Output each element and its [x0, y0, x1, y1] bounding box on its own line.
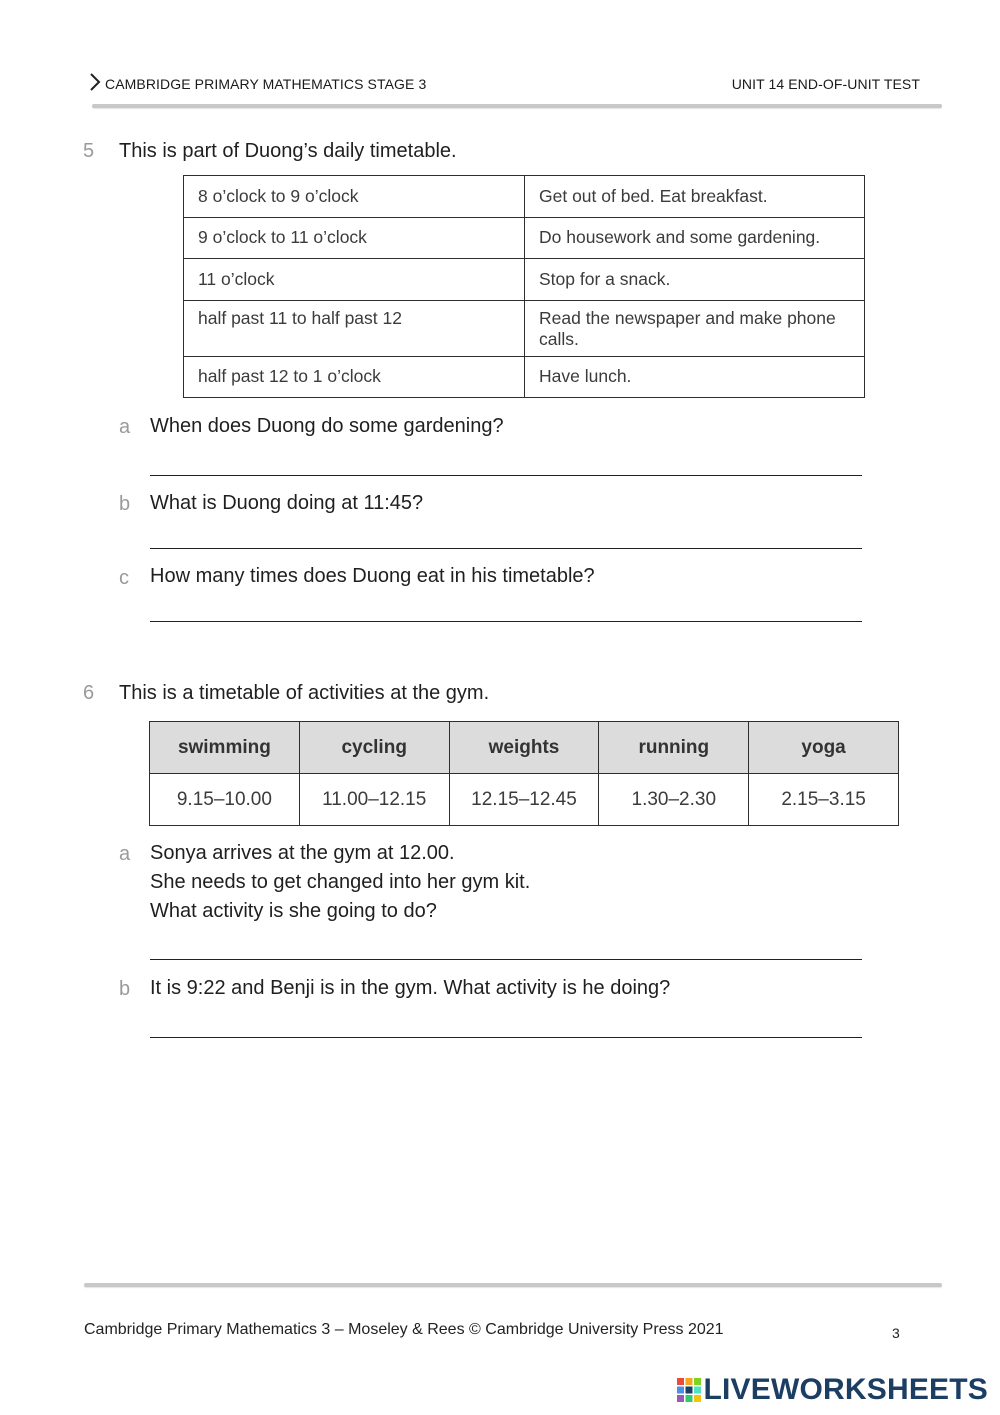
page-number: 3 — [892, 1325, 900, 1341]
question-6a-label: a — [119, 843, 131, 865]
time-cell: half past 12 to 1 o’clock — [184, 356, 525, 398]
question-5c-label: c — [119, 567, 129, 589]
table-row — [184, 259, 865, 301]
time-cell: 1.30–2.30 — [599, 774, 749, 826]
time-cell: 2.15–3.15 — [749, 774, 899, 826]
question-6b-label: b — [119, 978, 131, 1000]
answer-line-5c[interactable] — [150, 621, 862, 622]
footer-divider — [84, 1283, 942, 1287]
activity-cell: Read the newspaper and make phone calls. — [525, 300, 865, 356]
liveworksheets-grid-icon — [676, 1377, 702, 1403]
table-row — [184, 176, 865, 218]
question-6a-line: Sonya arrives at the gym at 12.00. — [150, 842, 455, 864]
chevron-right-icon — [88, 72, 102, 92]
time-cell: 11.00–12.15 — [299, 774, 449, 826]
duong-timetable — [183, 175, 865, 398]
answer-line-5b[interactable] — [150, 548, 862, 549]
header-divider — [92, 104, 942, 108]
liveworksheets-logo[interactable] — [676, 1373, 989, 1407]
activity-cell: Get out of bed. Eat breakfast. — [525, 176, 865, 218]
question-5b-text: What is Duong doing at 11:45? — [150, 492, 424, 514]
time-cell: 11 o’clock — [184, 259, 525, 301]
time-cell: half past 11 to half past 12 — [184, 300, 525, 356]
question-6-text: This is a timetable of activities at the gym. — [119, 682, 490, 704]
activity-cell: Have lunch. — [525, 356, 865, 398]
table-row — [184, 300, 865, 356]
gym-timetable — [149, 721, 899, 826]
answer-line-6b[interactable] — [150, 1037, 862, 1038]
table-row — [150, 774, 899, 826]
table-row — [184, 356, 865, 398]
activity-header: weights — [449, 722, 599, 774]
question-6-number: 6 — [83, 682, 95, 704]
answer-line-5a[interactable] — [150, 475, 862, 476]
header-unit-title: UNIT 14 END-OF-UNIT TEST — [731, 76, 920, 92]
question-6a-line: She needs to get changed into her gym kit. — [150, 871, 531, 893]
answer-line-6a[interactable] — [150, 959, 862, 960]
liveworksheets-wordmark: LIVEWORKSHEETS — [703, 1373, 988, 1406]
header-row — [150, 722, 899, 774]
time-cell: 9.15–10.00 — [150, 774, 300, 826]
question-5c-text: How many times does Duong eat in his timetable? — [150, 565, 595, 587]
time-cell: 12.15–12.45 — [449, 774, 599, 826]
footer-credit: Cambridge Primary Mathematics 3 – Moseley & Rees © Cambridge University Press 2021 — [84, 1321, 724, 1338]
question-5a-text: When does Duong do some gardening? — [150, 415, 504, 437]
table-row — [184, 217, 865, 259]
activity-header: running — [599, 722, 749, 774]
time-cell: 9 o’clock to 11 o’clock — [184, 217, 525, 259]
time-cell: 8 o’clock to 9 o’clock — [184, 176, 525, 218]
activity-header: swimming — [150, 722, 300, 774]
header-series-title: CAMBRIDGE PRIMARY MATHEMATICS STAGE 3 — [105, 76, 427, 92]
question-6a-text — [150, 839, 530, 926]
question-6b-text: It is 9:22 and Benji is in the gym. What activity is he doing? — [150, 977, 671, 999]
question-5a-label: a — [119, 416, 131, 438]
activity-header: yoga — [749, 722, 899, 774]
question-5-number: 5 — [83, 140, 95, 162]
activity-cell: Do housework and some gardening. — [525, 217, 865, 259]
activity-cell: Stop for a snack. — [525, 259, 865, 301]
question-6a-line: What activity is she going to do? — [150, 900, 437, 922]
question-5b-label: b — [119, 493, 131, 515]
question-5-text: This is part of Duong’s daily timetable. — [119, 140, 457, 162]
activity-header: cycling — [299, 722, 449, 774]
